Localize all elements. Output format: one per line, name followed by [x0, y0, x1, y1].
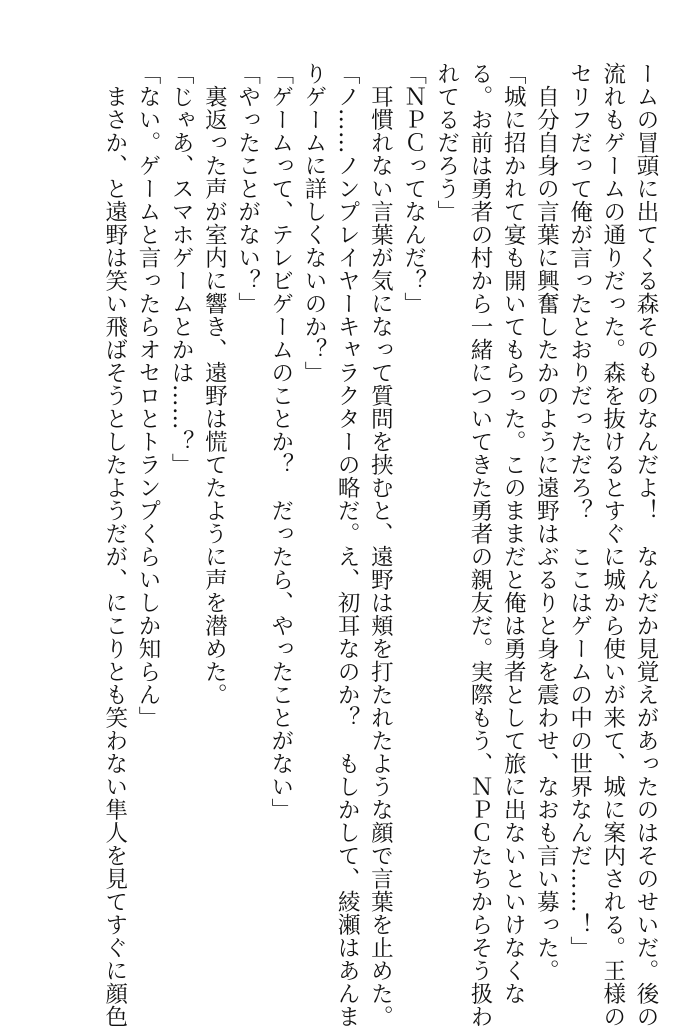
text-line: 裏返った声が室内に響き、遠野は慌てたように声を潜めた。 [201, 62, 228, 706]
text-line: 「ＮＰＣってなんだ？」 [400, 62, 427, 315]
text-line: 流れもゲームの通りだった。森を抜けるとすぐに城から使いが来て、城に案内される。王様の [599, 62, 626, 1028]
text-line: 耳慣れない言葉が気になって質問を挟むと、遠野は頬を打たれたような顔で言葉を止めた。 [367, 62, 394, 1028]
text-line: まさか、と遠野は笑い飛ばそうとしたようだが、にこりとも笑わない隼人を見てすぐに顔色 [101, 62, 128, 1028]
text-line: 「城に招かれて宴も開いてもらった。このままだと俺は勇者として旅に出ないといけなくな [500, 62, 527, 1005]
text-line: りゲームに詳しくないのか？」 [300, 62, 327, 384]
text-line: 「ない。ゲームと言ったらオセロとトランプくらいしか知らん」 [134, 62, 161, 729]
text-line: 「やったことがない？」 [234, 62, 261, 315]
text-line: 自分自身の言葉に興奮したかのように遠野はぶるりと身を震わせ、なおも言い募った。 [533, 62, 560, 982]
text-line: る。お前は勇者の村から一緒についてきた勇者の親友だ。実際もう、ＮＰＣたちからそう扱わ [466, 62, 493, 1028]
text-line: 「じゃあ、スマホゲームとかは……？」 [168, 62, 195, 476]
vertical-text-body [98, 62, 662, 1028]
text-line: れてるだろう」 [433, 62, 460, 223]
text-line: 「ゲームって、テレビゲームのことか？ だったら、やったことがない」 [267, 62, 294, 821]
text-line: ームの冒頭に出てくる森そのものなんだよ！ なんだか見覚えがあったのはそのせいだ。後の [633, 62, 659, 1028]
text-line: セリフだって俺が言ったとおりだっただろ？ ここはゲームの中の世界なんだ……！」 [566, 62, 593, 959]
text-line: 「ノ……ノンプレイヤーキャラクターの略だ。え、初耳なのか？ もしかして、綾瀬はあんま [334, 62, 361, 1028]
